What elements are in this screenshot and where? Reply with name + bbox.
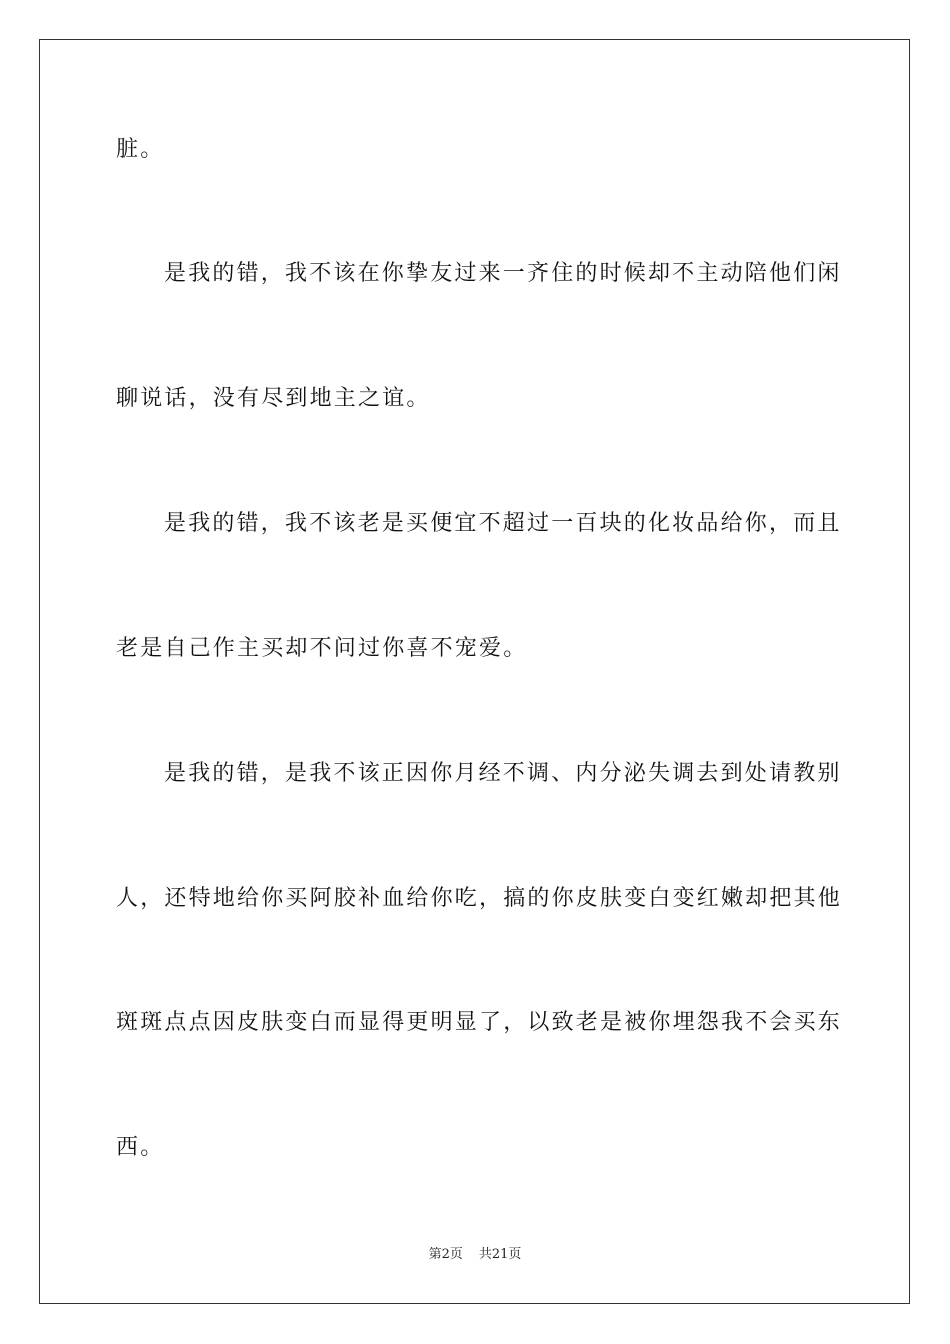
text-line: 西。 [116, 1135, 165, 1160]
text-line: 斑斑点点因皮肤变白而显得更明显了，以致老是被你埋怨我不会买东 [116, 1010, 843, 1035]
page-border [39, 39, 910, 1304]
text-line: 聊说话，没有尽到地主之谊。 [116, 386, 431, 411]
text-line: 是我的错，是我不该正因你月经不调、内分泌失调去到处请教别 [164, 761, 842, 786]
text-line: 是我的错，我不该在你挚友过来一齐住的时候却不主动陪他们闲 [164, 261, 842, 286]
text-line: 是我的错，我不该老是买便宜不超过一百块的化妆品给你，而且 [164, 511, 842, 536]
text-line: 老是自己作主买却不问过你喜不宠爱。 [116, 636, 528, 661]
page-number: 第2页 [428, 1247, 463, 1262]
page-total: 共21页 [478, 1247, 522, 1262]
text-line: 脏。 [116, 137, 165, 162]
page-footer [0, 1246, 950, 1264]
text-line: 人，还特地给你买阿胶补血给你吃，搞的你皮肤变白变红嫩却把其他 [116, 886, 843, 911]
